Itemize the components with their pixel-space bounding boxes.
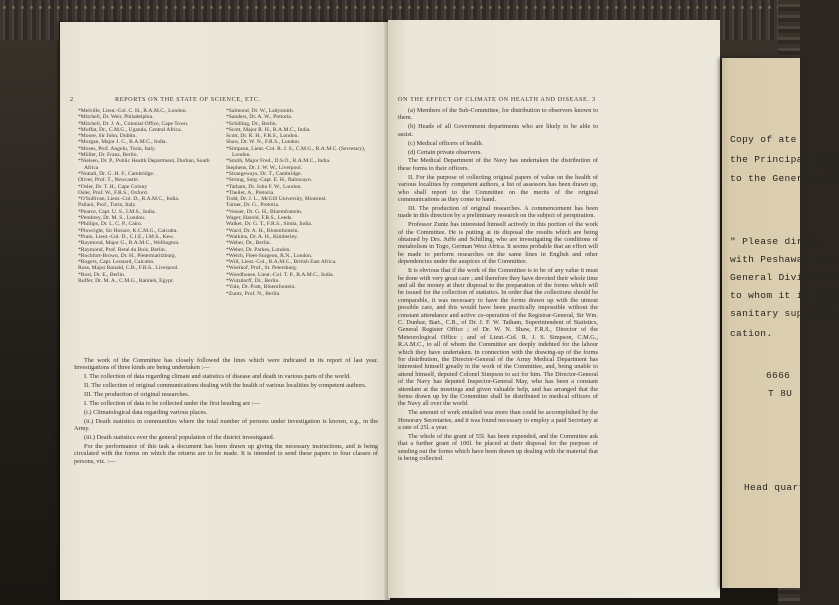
committee-member: *Rogers, Capt. Leonard, Calcutta. [78,259,155,266]
committee-member: *Phillips, Dr. L. C. P., Cairo. [78,221,143,228]
paragraph: The Medical Department of the Navy has undertaken the distribution of these forms to their officers. [398,157,598,172]
left-page [60,22,390,600]
committee-member: *Theiler, A., Pretoria. [226,189,275,196]
paragraph: For the performance of this task a document has been drawn up giving the necessary instructions, and is being circulated with the forms on which the returns are to be made. It is intended to send these papers to four classes of persons, viz. :— [74,443,378,465]
insert-line: with Peshawar on s [730,254,839,265]
committee-member: Pallaoi, Prof., Turin, Italy. [78,202,137,209]
committee-member: *Salmond, Dr. W., Ladysmith. [226,108,295,114]
committee-member: *Zuntz, Prof. N., Berlin. [226,290,281,297]
committee-member: Oliver, Prof. T., Newcastle. [78,177,140,184]
binding-ornament [0,3,800,13]
paragraph: III. The production of original researches. [84,391,190,399]
insert-line: General Division H [730,272,839,283]
paragraph: (d) Certain private observers. [408,148,482,156]
members-list-right [226,108,376,297]
committee-member: Todd, Dr. J. L., McGill University, Montreal. [226,196,327,203]
committee-member: *Strong, Surg.-Capt. E. H., Baluwayo. [226,177,313,184]
right-body-text [398,107,598,464]
committee-member: *Sanders, Dr. A. W., Pretoria. [226,114,293,121]
paragraph: I. The collection of data to be collected under the first heading are :— [84,400,260,408]
committee-member: *Simpson, Lieut.-Col. R. J. S., C.M.G., R.A.M.C. (Secretary), London. [226,145,366,159]
committee-member: *Morgan, Major J. C., R.A.M.C., India. [78,139,167,146]
typed-insert-sheet [722,58,839,588]
committee-member: *Mitchell, Dr. Weir, Philadelphia. [78,114,154,121]
left-running-head: REPORTS ON THE STATE OF SCIENCE, ETC. [115,96,261,103]
paragraph: Professor Zuntz has interested himself actively in this portion of the work of the Committee. He is putting at its disposal the results which are being obtained by Drs. Juffe and Schilling, who are investigating the conditions of metabolism in Togo, German West Africa. It seems probable that an effort will be made to perform researches on the same lines in English and other dependencies under the auspices of the Committee. [398,221,598,266]
committee-member: Shaw, Dr. W. N., F.R.S., London. [226,139,301,146]
left-page-number: 2 [70,96,74,103]
paragraph: (ii.) Death statistics in communities where the total number of persons under investigation is known, e.g., in the Army. [74,417,378,433]
paragraph: The amount of work entailed was more than could be accomplished by the Honorary Secretaries, and it was found necessary to employ a paid Secretary at a rate of 25l. a year. [398,409,598,432]
committee-member: Ross, Major Ronald, C.B., F.R.S., Liverpool. [78,265,179,272]
committee-member: *Nielsen, Dr. P., Public Health Department, Durban, South Africa [78,158,210,171]
insert-line: 6666 [766,370,791,381]
committee-member: *Pearce, Capt. U. S., I.M.S., India. [78,208,156,215]
committee-member: *Raymond, Prof. René du Bois, Berlin. [78,246,167,253]
committee-member: *Wutzdorff, Dr., Berlin. [226,278,280,285]
right-page [388,20,720,598]
committee-member: *Moffat, Dr., C.M.G., Uganda, Central Africa. [78,126,182,133]
paragraph: (i.) Climatological data regarding various places. [84,408,208,416]
paragraph: It is obvious that if the work of the Committee is to be of any value it must be done with very great care ; and therefore they have devoted their whole time and all the money at their disposal to the preparation of the forms which will be issued for the collection of statistics. In order that the collections should be comparable, it was necessary to have the forms drawn up with the utmost possible care, and this would have been practically impossible without the constant attendance and active co-operation of the Registrar-General, Sir Wm. C. Dunbar, Bart., C.B., of Dr. J. F. W. Tatham, Superintendent of Statistics, General Register Office ; of Dr. W. N. Shaw, F.R.S., Director of the Meteorological Office ; and of Lieut.-Col. R. J. S. Simpson, C.M.G., R.A.M.C., to all of whom the Committee are deeply indebted for the labour which they have undertaken. In connection with the drawing-up of the forms for distribution, the Director-General of the Army Medical Department has interested himself greatly in the work of the Committee, and, being unable to attend himself, deputed Colonel Simpson to act for him. The Director-General of the Navy has deputed Inspector-General May, who has been a constant attendant at the meetings and given valuable help, and has arranged that the forms drawn up by the Committee shall be distributed to medical officers of the Navy all over the world. [398,267,599,408]
committee-member: *O'Sullivan, Lieut.-Col. D., R.A.M.C., India. [78,196,180,203]
committee-member: *Welch, Fleet-Surgeon, R.N., London. [226,252,313,259]
committee-member: *Tatham, Dr. John F. W., London. [226,183,302,190]
committee-member: *Osler, Dr. T. H., Cape Colony [78,183,148,190]
committee-member: *Rost, Dr. E., Berlin. [78,271,126,278]
committee-member: *Schilling, Dr., Berlin. [226,120,277,127]
committee-member: *Nuttall, Dr. G. H. F., Cambridge. [78,170,155,177]
committee-member: Osler, Prof. W., F.R.S., Oxford. [78,189,149,196]
right-running-head: ON THE EFFECT OF CLIMATE ON HEALTH AND DISEASE. [398,96,590,103]
members-list-left [78,108,218,284]
committee-member: *Ward, Dr. A. H., Bloemfontein. [226,227,299,234]
insert-line: T 8U [768,388,793,399]
committee-member: *Will, Lieut.-Col., R.A.M.C., British East Africa. [226,259,337,266]
committee-member: *Moses, Prof. Angelo, Turin, Italy. [78,145,156,152]
committee-member: *Veuser, Dr. G. H., Bloemfontein. [226,208,303,215]
insert-line: " Please direct [730,236,821,247]
committee-member: *Melville, Lieut.-Col. C. H., R.A.M.C., London. [78,108,187,114]
committee-member: *Yule, Dr. Pratt, Bloemfontein. [226,284,296,291]
paragraph: (c) Medical officers of health. [408,139,484,147]
committee-member: Walker, Dr. G. T., F.R.S., Simla, India. [226,221,313,228]
insert-line: cation. [730,328,773,339]
committee-member: *Plowright, Sir Horace, K.C.M.G., Calcutta. [78,227,178,234]
paragraph: (a) Members of the Sub-Committee, for distribution to observers known to them. [398,107,598,122]
insert-line: Head quart [744,482,805,493]
right-page-number: 3 [592,96,596,103]
committee-member: Wager, Harold, F.R.S., Leeds. [226,215,293,222]
paragraph: The whole of the grant of 55l. has been expended, and the Committee ask that a further grant of 100l. be placed at their disposal for the purpose of sending out the forms which have been drawn up dealing with the material that is being collected. [398,433,598,463]
committee-member: *Woodhouse, Lieut.-Col. T. P., R.A.M.C., India. [226,271,334,278]
committee-member: Ruffer, Dr. M. A., C.M.G., Ramleh, Egypt. [78,278,174,285]
insert-line: to the General Off [730,173,839,184]
committee-member: *Strangeways, Dr. T., Cambridge. [226,170,302,177]
left-body-text [74,357,378,467]
committee-member: *Pembrey, Dr. M. S., London. [78,215,146,222]
paragraph: (iii.) Death statistics over the general population of the district investigated. [84,434,275,442]
committee-member: *Moore, Sir John, Dublin. [78,133,137,140]
committee-member: *Mitchell, Dr. J. A., Colonial Office, Cape Town. [78,120,189,127]
committee-member: *Raymond, Major G., R.A.M.C., Wellington. [78,240,180,247]
paragraph: I. The collection of data regarding climate and statistics of disease and death in various parts of the world. [84,373,351,381]
committee-member: *Prain, Lieut.-Col. D., C.I.E., I.M.S., Kew. [78,233,175,240]
committee-member: *Scott, Major R. H., R.A.M.C., India. [226,126,311,133]
committee-member: *Müller, Dr. Franz, Berlin. [78,152,138,159]
paragraph: (b) Heads of all Government departments who are likely to be able to assist. [398,123,598,138]
insert-line: the Principal Medi [730,154,839,165]
committee-member: *Woeikof, Prof., St. Petersburg. [226,265,298,272]
paragraph: II. The collection of original communications dealing with the health of various localities by competent authors. [84,382,367,390]
paragraph: The work of the Committee has closely followed the lines which were indicated in its report of last year. Investigations of three kinds are being undertaken :— [74,357,378,372]
committee-member: *Watkins, Dr. A. H., Kimberley. [226,233,298,240]
committee-member: Scott, Dr. R. H., F.R.S., London. [226,133,299,140]
paragraph: III. The production of original researches. A commencement has been made in this direction by a preliminary research on the subject of perspiration. [398,204,598,220]
insert-line: to whom it is sugg [730,290,839,301]
committee-member: Turner, Dr. G., Pretoria. [226,202,280,209]
paragraph: II. For the purpose of collecting original papers of value on the health of various localities by competent authors, a list of assessors has been drawn up, who shall report to the Committee on the merits of the original communications as they come to hand. [398,173,598,203]
insert-line: sanitary supervisi [730,308,839,319]
committee-member: *Weber, Dr. Parkes, London. [226,246,291,253]
committee-member: *Rochfort-Brown, Dr. H., Pietermaritzburg. [78,252,177,259]
committee-member: Stephens, Dr. J. W. W., Liverpool. [226,164,303,171]
committee-member: *Smith, Major Fred., D.S.O., R.A.M.C., India. [226,158,331,165]
insert-line: Copy of ate [730,134,797,145]
committee-member: *Weber, Dr., Berlin. [226,240,271,247]
